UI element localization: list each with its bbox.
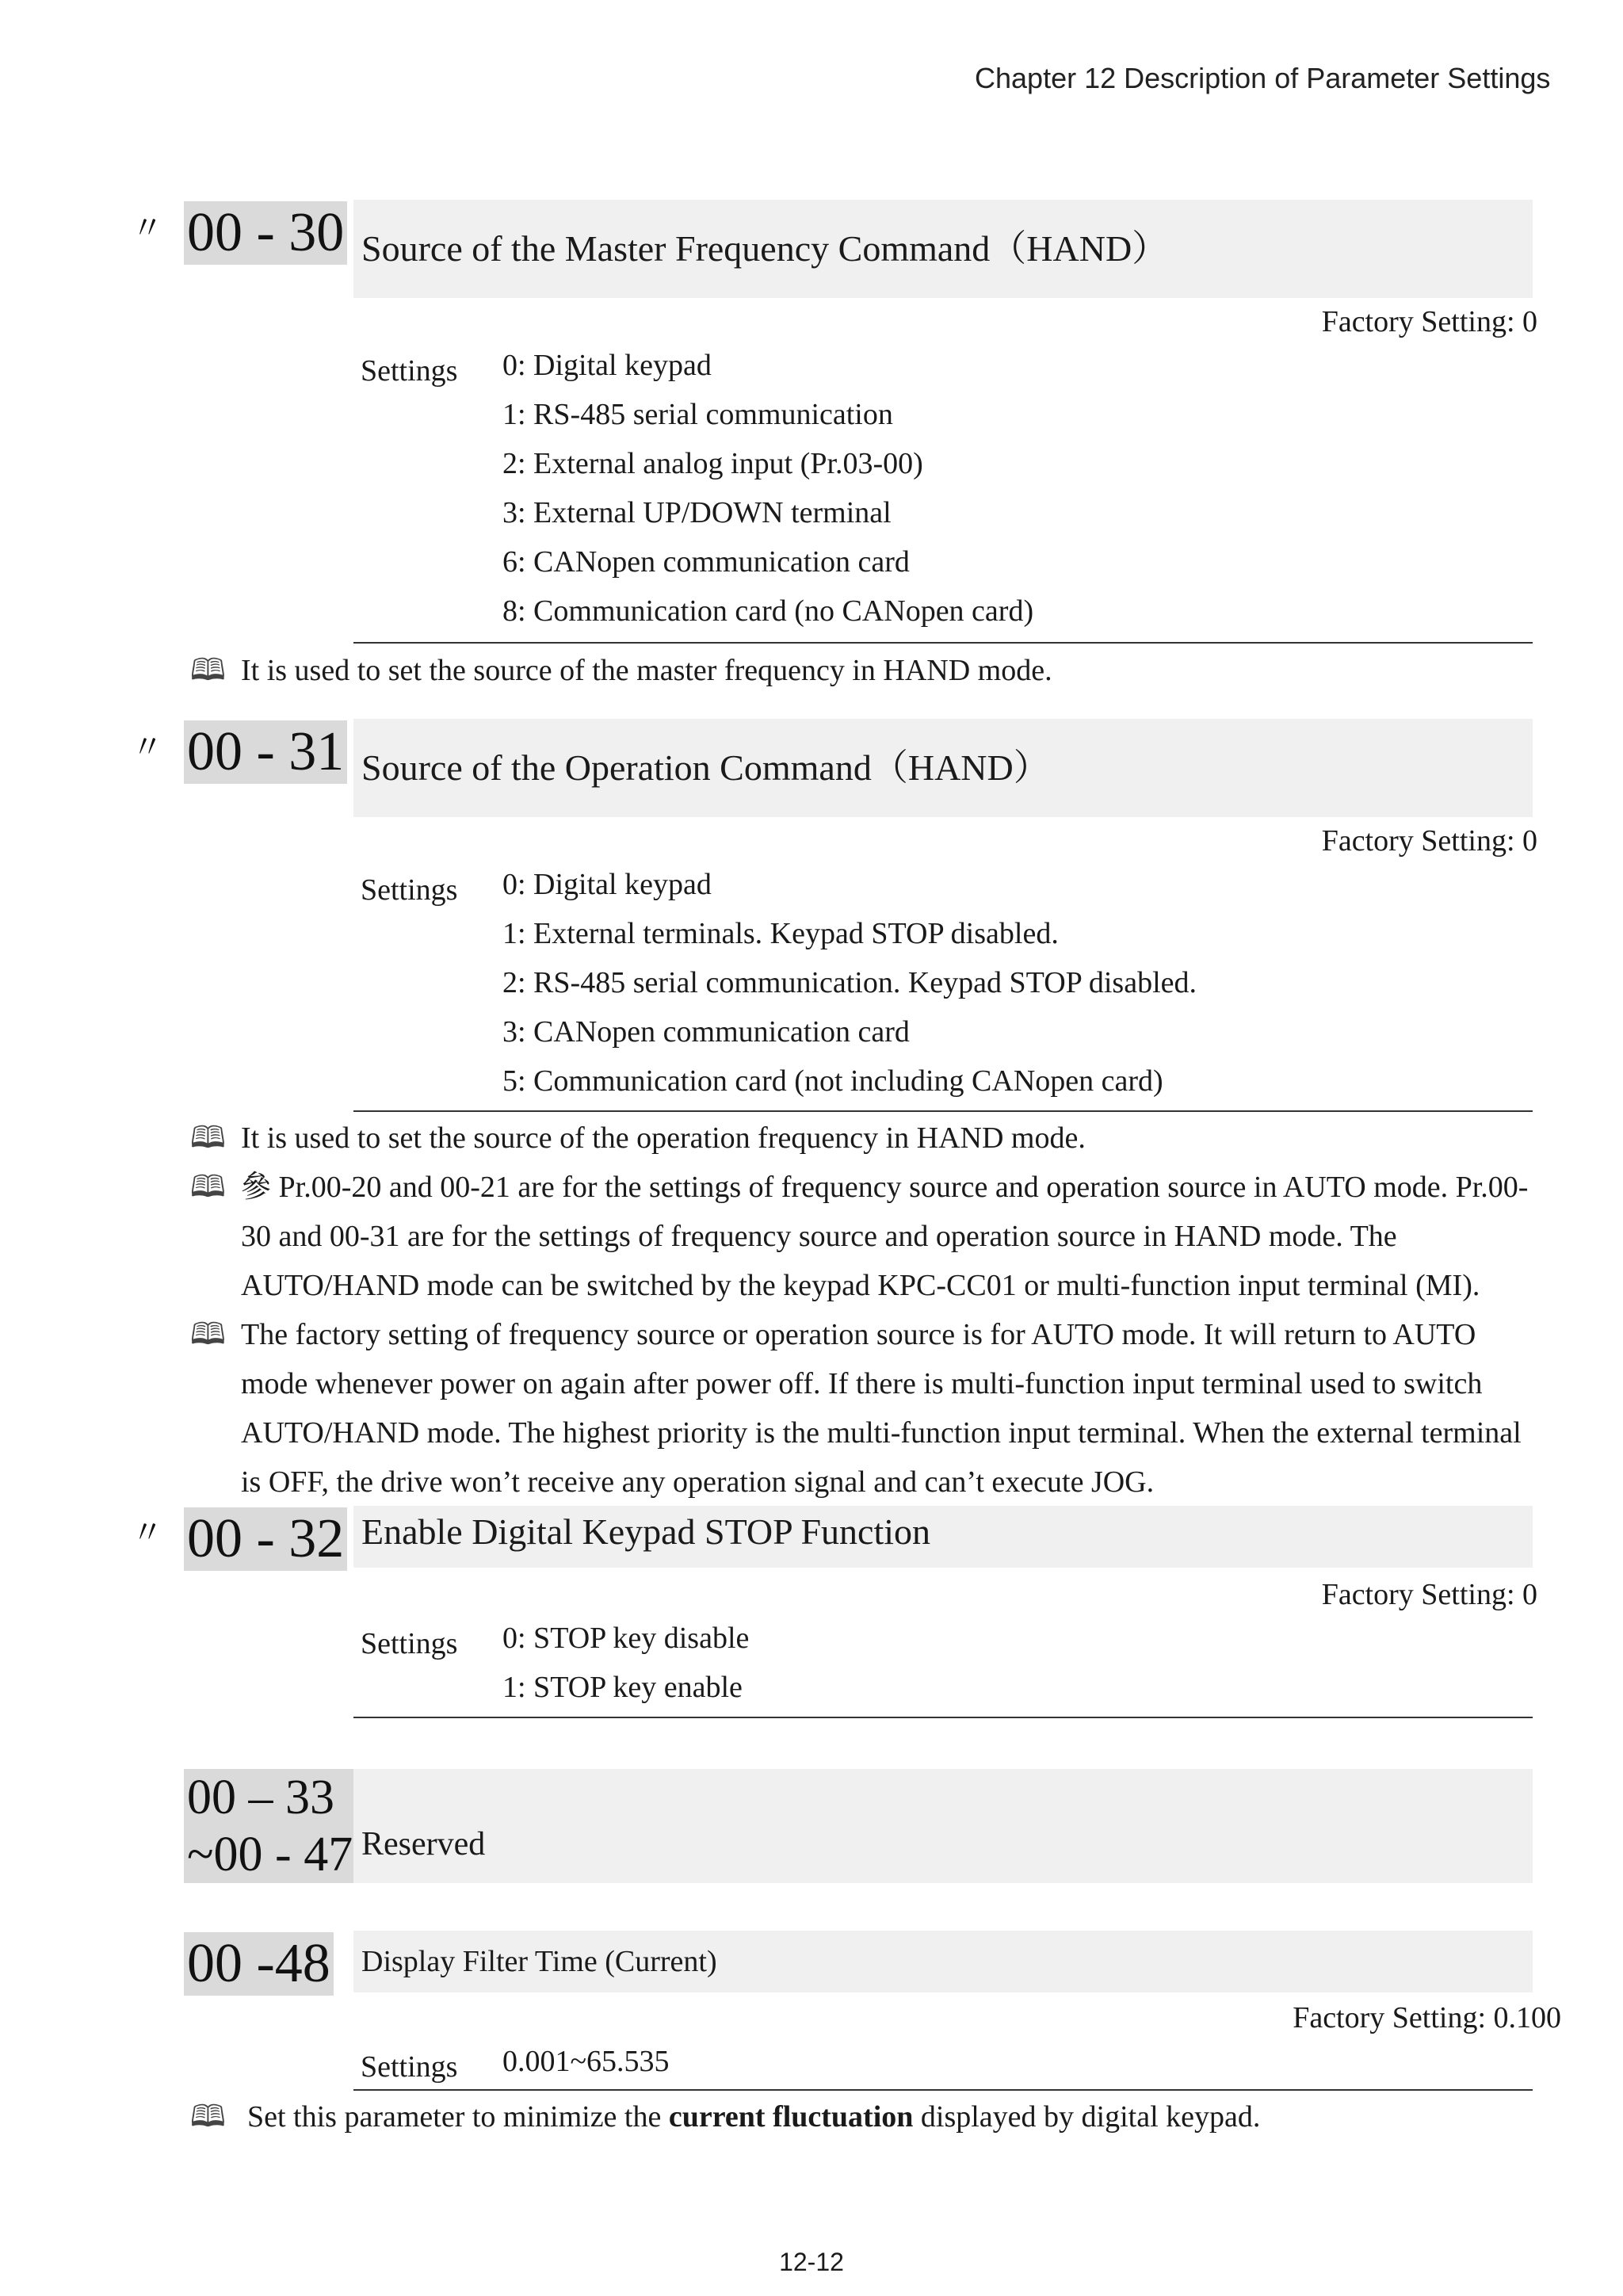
setting-item: 8: Communication card (no CANopen card) [502,594,1034,628]
settings-label: Settings [361,1627,458,1660]
setting-item: 6: CANopen communication card [502,545,910,579]
param-number-start: 00 – 33 [187,1771,334,1824]
param-title: Display Filter Time (Current) [353,1931,1533,1992]
book-note-icon: 🕮 [190,654,226,687]
settings-label: Settings [361,354,458,388]
book-note-icon: 🕮 [190,2100,226,2134]
param-title: Reserved [353,1769,1533,1883]
note-text: 參 Pr.00-20 and 00-21 are for the settings of frequency source and operation source in AUTO mode. Pr.00-30 and 00-31 are for the settings of frequency source and operation source in HAND mode. The AUTO/HAND mode can be switched by the keypad KPC-CC01 or multi-function input terminal (MI). [241,1171,1529,1302]
note [190,646,1537,695]
param-number: 00 -48 [184,1932,334,1996]
setting-item: 0.001~65.535 [502,2045,670,2078]
pencil-edit-icon: 〃 [132,1515,163,1550]
setting-item: 1: External terminals. Keypad STOP disabled. [502,917,1059,950]
setting-item: 5: Communication card (not including CANopen card) [502,1064,1163,1098]
setting-item: 0: STOP key disable [502,1622,750,1655]
note [190,1163,1537,1310]
divider [353,1717,1533,1718]
param-title: Enable Digital Keypad STOP Function [353,1506,1533,1568]
page-number: 12-12 [779,2248,844,2276]
factory-setting: Factory Setting: 0 [1321,305,1537,338]
factory-setting: Factory Setting: 0.100 [1293,2001,1561,2034]
param-number-end: ~00 - 47 [187,1828,353,1881]
note-text [190,2092,1537,2141]
settings-list [502,2037,670,2086]
setting-item: 2: External analog input (Pr.03-00) [502,447,923,480]
settings-list [502,1614,749,1712]
divider [353,2089,1533,2091]
setting-item: 0: Digital keypad [502,349,712,382]
setting-item: 1: RS-485 serial communication [502,398,893,431]
divider [353,1110,1533,1112]
note-text: It is used to set the source of the operation frequency in HAND mode. [241,1121,1086,1155]
factory-setting: Factory Setting: 0 [1321,824,1537,858]
book-note-icon: 🕮 [190,1121,226,1155]
pencil-edit-icon: 〃 [132,210,163,246]
factory-setting: Factory Setting: 0 [1321,1578,1537,1611]
param-number: 00 - 32 [184,1507,347,1571]
setting-item: 3: External UP/DOWN terminal [502,496,892,529]
note-text-pre: Set this parameter to minimize the [247,2100,669,2134]
settings-label: Settings [361,873,458,907]
setting-item: 1: STOP key enable [502,1671,743,1704]
param-number: 00 - 31 [184,720,347,784]
param-title: Source of the Master Frequency Command（HAND） [353,200,1533,298]
divider [353,642,1533,644]
book-note-icon: 🕮 [190,1318,226,1351]
settings-label: Settings [361,2050,458,2084]
param-number-range [184,1769,357,1883]
settings-list [502,860,1197,1106]
param-number: 00 - 30 [184,201,347,265]
pencil-edit-icon: 〃 [132,729,163,765]
settings-list [502,341,1033,636]
note [190,1114,1537,1163]
note-text-post: displayed by digital keypad. [913,2100,1261,2134]
param-title: Source of the Operation Command（HAND） [353,719,1533,817]
note-text-bold: current fluctuation [668,2100,914,2134]
chapter-header: Chapter 12 Description of Parameter Settings [975,62,1551,94]
note [190,2092,1537,2141]
note [190,1310,1537,1507]
note-text: The factory setting of frequency source or operation source is for AUTO mode. It will return to AUTO mode whenever power on again after power off. If there is multi-function input terminal used to switch AUTO/HAND mode. The highest priority is the multi-function input terminal. When the external terminal is OFF, the drive won’t receive any operation signal and can’t execute JOG. [241,1318,1522,1499]
setting-item: 2: RS-485 serial communication. Keypad STOP disabled. [502,966,1197,999]
setting-item: 0: Digital keypad [502,868,712,901]
book-note-icon: 🕮 [190,1171,226,1204]
setting-item: 3: CANopen communication card [502,1015,910,1049]
note-text: It is used to set the source of the master frequency in HAND mode. [241,654,1052,687]
